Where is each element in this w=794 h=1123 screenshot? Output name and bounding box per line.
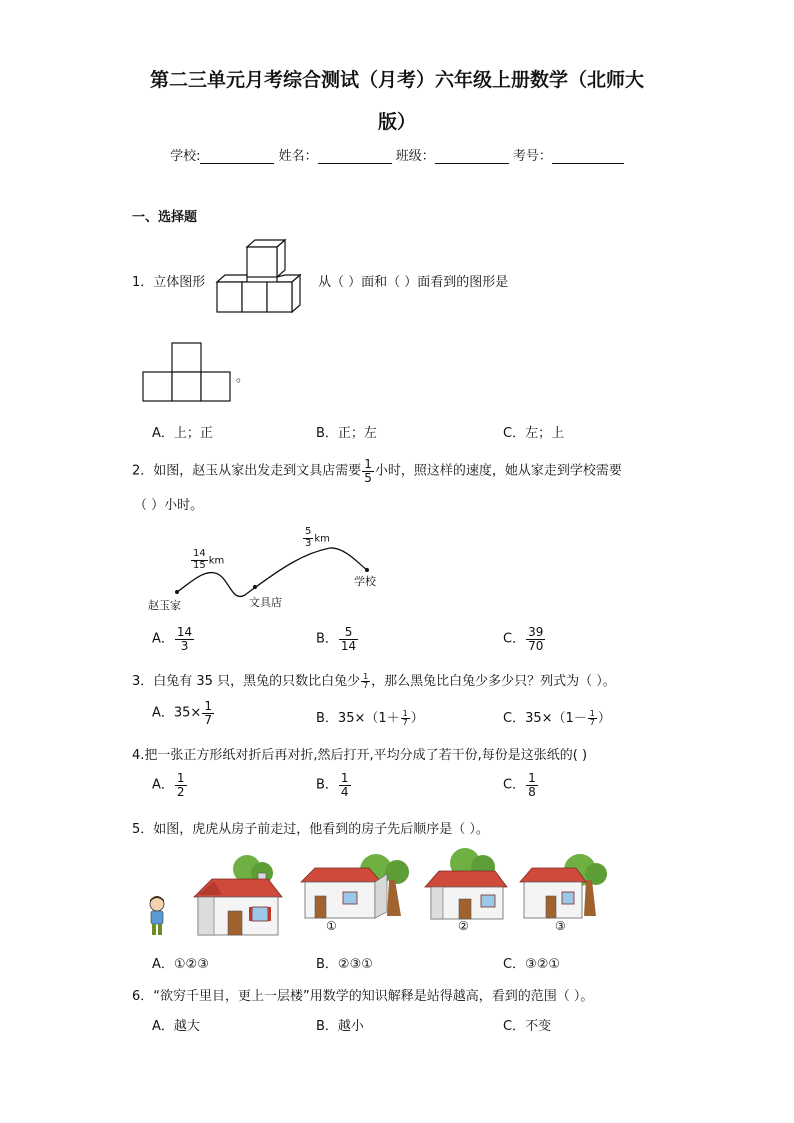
exam-no-blank[interactable] <box>552 149 624 164</box>
q1-option-a[interactable]: A．上；正 <box>152 426 213 441</box>
q2-school-label: 学校 <box>354 575 376 588</box>
q3-option-c-label: C．35×（1－ <box>503 711 587 726</box>
q2-dist2-d: 3 <box>305 537 312 549</box>
q4-option-b-n: 1 <box>340 771 349 785</box>
q2-dist2-n: 5 <box>305 526 312 537</box>
q4-option-a-d: 2 <box>176 784 185 799</box>
q4-option-a[interactable] <box>152 772 188 798</box>
q6-option-b[interactable]: B．越小 <box>316 1019 364 1034</box>
q2-text-a: 2．如图，赵玉从家出发走到文具店需要 <box>132 463 362 479</box>
name-label: 姓名： <box>278 149 318 164</box>
q2-option-a[interactable] <box>152 626 195 652</box>
q2-dist1-n: 14 <box>193 548 206 559</box>
q1-number: 1．立体图形 <box>132 275 206 290</box>
q1-solid-figure <box>210 238 304 314</box>
q2-option-b[interactable] <box>316 626 359 652</box>
q4-option-b[interactable] <box>316 772 352 798</box>
q3-option-a-n: 1 <box>204 699 212 713</box>
q3-option-a-d: 7 <box>204 712 212 727</box>
page-title: 第二三单元月考综合测试（月考）六年级上册数学（北师大 <box>149 69 644 91</box>
q1-question-text: 从（ ）面和（ ）面看到的图形是 <box>318 275 509 290</box>
q2-option-c-label: C． <box>503 631 526 647</box>
q2-dist1 <box>190 549 224 571</box>
q6-option-a[interactable]: A．越大 <box>152 1019 200 1034</box>
q1-option-b[interactable]: B．正；左 <box>316 426 377 441</box>
q3-question-text <box>132 670 616 690</box>
q3-frac-n: 1 <box>363 671 369 681</box>
q3-option-b-n: 1 <box>402 708 408 718</box>
q2-option-a-label: A． <box>152 631 174 647</box>
boy-illustration <box>146 894 168 940</box>
q3-option-b[interactable] <box>316 707 424 727</box>
house-illustration-front <box>192 855 284 937</box>
q3-option-c-n: 1 <box>589 708 595 718</box>
q6-question-text: 6．“欲穷千里目，更上一层楼”用数学的知识解释是站得越高，看到的范围（ ）。 <box>132 989 594 1004</box>
q5-option-a[interactable]: A．①②③ <box>152 957 209 972</box>
q5-question-text: 5．如图，虎虎从房子前走过，他看到的房子先后顺序是（ ）。 <box>132 822 489 837</box>
class-blank[interactable] <box>435 149 509 164</box>
q4-option-c-label: C． <box>503 777 526 793</box>
q4-option-c-d: 8 <box>528 784 536 799</box>
q2-frac-n: 1 <box>364 457 372 471</box>
q6-option-c[interactable]: C．不变 <box>503 1019 552 1034</box>
section-heading: 一、选择题 <box>132 210 198 225</box>
house-illustration-2 <box>425 845 509 923</box>
q3-option-c-tail: ） <box>597 711 611 726</box>
class-label: 班级： <box>395 149 435 164</box>
q2-option-a-d: 3 <box>180 638 189 653</box>
q3-option-a[interactable] <box>152 700 215 726</box>
q4-question-text: 4.把一张正方形纸对折后再对折,然后打开,平均分成了若干份,每份是这张纸的( ) <box>132 748 588 763</box>
house-illustration-1 <box>301 850 413 922</box>
house-label-3: ③ <box>555 919 566 933</box>
q3-option-c-d: 7 <box>589 718 595 727</box>
school-label: 学校: <box>170 149 201 164</box>
q3-option-b-label: B．35×（1＋ <box>316 711 400 726</box>
name-blank[interactable] <box>318 149 392 164</box>
q2-dist1-unit: km <box>208 555 225 567</box>
q2-shop-label: 文具店 <box>249 596 282 609</box>
q3-text-a: 3．白兔有 35 只，黑兔的只数比白兔少 <box>132 674 361 689</box>
q1-view-figure <box>143 342 233 402</box>
q2-option-c-d: 70 <box>528 638 544 653</box>
q2-dist2-unit: km <box>314 533 330 545</box>
q4-option-b-label: B． <box>316 777 338 793</box>
q2-option-b-d: 14 <box>340 638 357 653</box>
q2-option-b-n: 5 <box>339 626 358 640</box>
q2-option-a-n: 14 <box>176 625 193 639</box>
house-label-1: ① <box>326 919 337 933</box>
q2-option-c-n: 39 <box>528 625 544 639</box>
student-info-row <box>0 145 794 164</box>
page-title-line2: 版） <box>377 111 416 133</box>
q1-tail: 。 <box>236 370 250 385</box>
q5-option-c[interactable]: C．③②① <box>503 957 561 972</box>
q5-option-b[interactable]: B．②③① <box>316 957 373 972</box>
q4-option-b-d: 4 <box>340 784 349 799</box>
school-blank[interactable] <box>200 149 274 164</box>
q3-option-b-d: 7 <box>402 718 408 727</box>
q2-text-b: 小时，照这样的速度，她从家走到学校需要 <box>374 463 622 479</box>
q2-home-label: 赵玉家 <box>148 599 181 612</box>
q3-frac-d: 7 <box>363 681 369 690</box>
house-label-2: ② <box>458 919 469 933</box>
q3-option-c[interactable] <box>503 707 611 727</box>
q2-question-text <box>132 458 622 484</box>
q2-option-c[interactable] <box>503 626 546 652</box>
q3-option-b-tail: ） <box>410 711 424 726</box>
q2-dist2 <box>302 527 330 549</box>
house-illustration-3 <box>520 850 608 922</box>
q4-option-a-label: A． <box>152 777 174 793</box>
q2-fraction <box>362 458 374 484</box>
q4-option-c[interactable] <box>503 772 539 798</box>
q3-option-a-label: A．35× <box>152 705 202 721</box>
q2-dist1-d: 15 <box>193 559 206 571</box>
q4-option-c-n: 1 <box>528 771 536 785</box>
exam-no-label: 考号： <box>512 149 552 164</box>
q4-option-a-n: 1 <box>176 771 185 785</box>
q2-option-b-label: B． <box>316 631 338 647</box>
q2-line2: （ ）小时。 <box>134 498 204 513</box>
q2-frac-d: 5 <box>364 470 372 485</box>
q3-text-b: ，那么黑兔比白兔少多少只？列式为（ ）。 <box>371 674 616 689</box>
q1-option-c[interactable]: C．左；上 <box>503 426 565 441</box>
